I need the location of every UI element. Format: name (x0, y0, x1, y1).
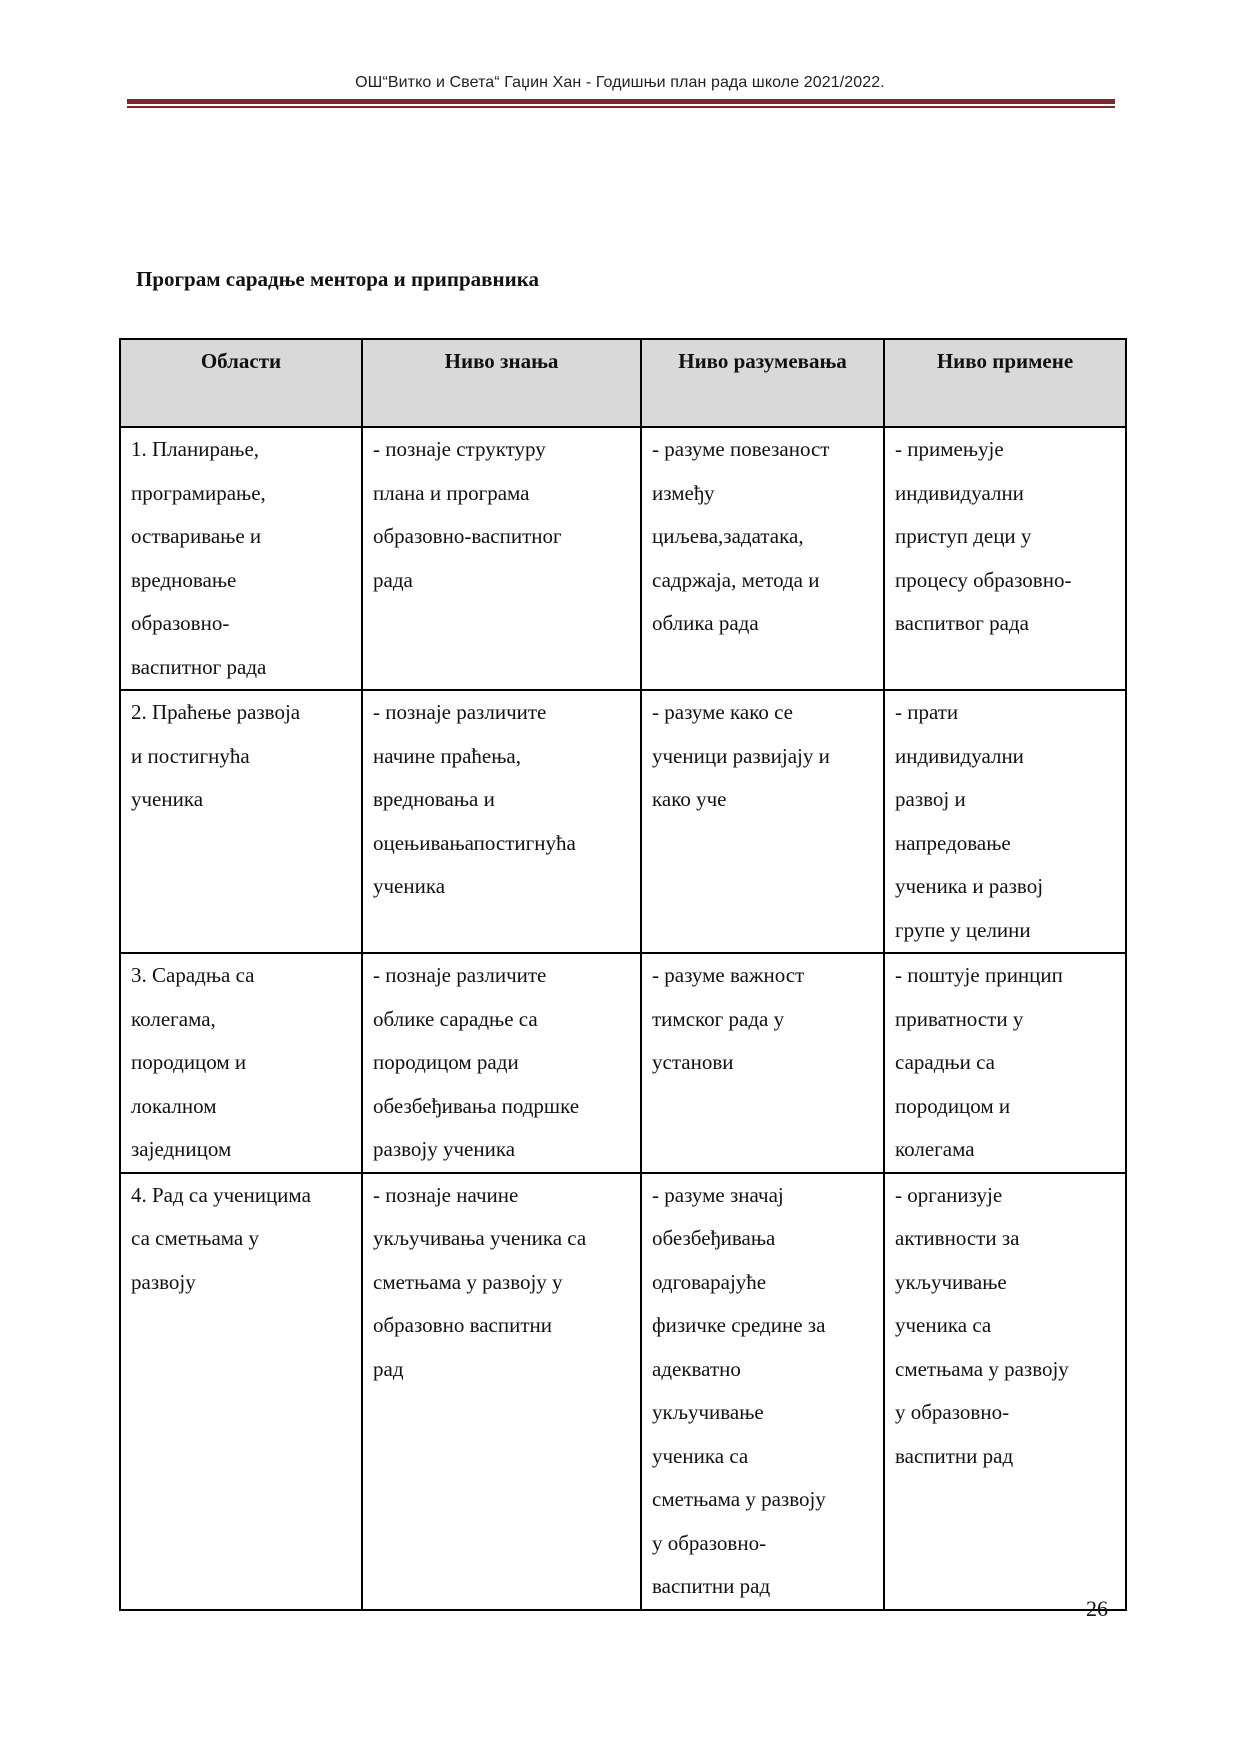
cell-line: образовно васпитни (373, 1313, 552, 1337)
cell-line: васпитног рада (131, 654, 267, 679)
table-row (120, 690, 1126, 953)
cell-line: - разуме важност (652, 963, 805, 987)
cell-knowledge (362, 427, 641, 690)
cell-line: 3. Сарадња са (131, 963, 255, 987)
cell-line: - познаје различите (373, 700, 547, 724)
cell-line: ученика и развој (895, 874, 1044, 898)
cell-line: групе у целини (895, 917, 1031, 942)
cell-line: облика рада (652, 611, 759, 635)
table-row (120, 427, 1126, 690)
cell-line: садржаја, метода и (652, 567, 820, 592)
cell-line: ученика (373, 874, 446, 898)
cell-line: процесу образовно- (895, 567, 1072, 592)
cell-line: укључивање (652, 1400, 764, 1424)
cell-area (120, 953, 362, 1173)
cell-line: плана и програма (373, 480, 530, 505)
cell-line: развој и (895, 787, 966, 811)
cell-line: ученици развијају и (652, 743, 830, 768)
cell-line: 2. Праћење развоја (131, 700, 301, 724)
page-number: 26 (1086, 1596, 1108, 1621)
cell-line: обезбеђивања подршке (373, 1093, 580, 1118)
cell-line: рад (373, 1356, 404, 1381)
column-header-areas: Области (120, 339, 362, 427)
cell-line: васпитвог рада (895, 611, 1029, 635)
cell-understanding (641, 953, 884, 1173)
cell-line: - познаје различите (373, 963, 547, 987)
cell-line: рада (373, 567, 413, 592)
cell-line: укључивања ученика са (373, 1226, 587, 1250)
cell-line: породицом и (131, 1050, 247, 1074)
cell-line: ученика (131, 787, 204, 811)
cell-line: - организује (895, 1182, 1003, 1207)
cell-line: у образовно- (652, 1530, 767, 1555)
cell-line: колегама (895, 1137, 975, 1161)
cell-line: породицом и (895, 1093, 1011, 1118)
cell-line: - разуме значај (652, 1182, 784, 1207)
cell-line: вредновање (131, 567, 237, 592)
column-header-understanding: Ниво разумевања (641, 339, 884, 427)
table-row (120, 953, 1126, 1173)
cell-line: образовно- (131, 611, 230, 635)
cell-line: укључивање (895, 1269, 1007, 1294)
cell-line: адекватно (652, 1356, 741, 1381)
cell-line: заједницом (131, 1137, 232, 1161)
cell-line: васпитни рад (652, 1574, 771, 1598)
cell-line: ученика са (895, 1313, 992, 1337)
cell-line: 1. Планирање, (131, 437, 260, 461)
cell-application (884, 953, 1126, 1173)
cell-line: - познаје начине (373, 1182, 519, 1207)
cell-line: циљева,задатака, (652, 524, 804, 548)
cell-line: одговарајуће (652, 1269, 767, 1294)
cell-line: и постигнућа (131, 743, 250, 768)
table-header-row (120, 339, 1126, 427)
cell-line: у образовно- (895, 1400, 1010, 1424)
cell-line: програмирање, (131, 480, 266, 505)
cell-line: активности за (895, 1226, 1020, 1250)
cell-line: приступ деци у (895, 524, 1032, 548)
cell-line: сметњама у развоју (652, 1487, 826, 1511)
mentor-program-table (119, 338, 1127, 1611)
cell-line: остваривање и (131, 524, 262, 548)
cell-line: установи (652, 1050, 734, 1074)
cell-line: вредновања и (373, 787, 495, 811)
cell-line: напредовање (895, 830, 1011, 855)
cell-line: - прати (895, 700, 959, 724)
cell-line: облике сарадње са (373, 1006, 538, 1031)
cell-line: ученика са (652, 1443, 749, 1468)
cell-line: начине праћења, (373, 743, 521, 768)
cell-line: индивидуални (895, 743, 1024, 768)
cell-line: - разуме како се (652, 700, 793, 724)
cell-line: сарадњи са (895, 1050, 995, 1074)
cell-line: оцењивањапостигнућа (373, 830, 576, 855)
cell-line: развоју ученика (373, 1137, 516, 1161)
cell-line: сметњама у развоју у (373, 1269, 563, 1294)
cell-line: између (652, 480, 715, 505)
cell-line: индивидуални (895, 480, 1024, 505)
cell-application (884, 1173, 1126, 1610)
cell-line: колегама, (131, 1006, 216, 1031)
cell-line: сметњама у развоју (895, 1356, 1069, 1381)
cell-line: - разуме повезаност (652, 437, 830, 461)
cell-line: - примењује (895, 437, 1004, 461)
table-row (120, 1173, 1126, 1610)
cell-line: - поштује принцип (895, 963, 1063, 987)
section-title: Програм сарадње ментора и приправника (136, 267, 539, 291)
cell-knowledge (362, 953, 641, 1173)
column-header-knowledge: Ниво знања (362, 339, 641, 427)
cell-knowledge (362, 1173, 641, 1610)
cell-area (120, 1173, 362, 1610)
cell-line: породицом ради (373, 1050, 519, 1074)
cell-line: физичке средине за (652, 1313, 826, 1337)
cell-line: 4. Рад са ученицима (131, 1182, 311, 1207)
cell-area (120, 427, 362, 690)
cell-line: са сметњама у (131, 1226, 259, 1250)
cell-line: - познаје структуру (373, 437, 546, 461)
cell-understanding (641, 690, 884, 953)
cell-line: васпитни рад (895, 1443, 1014, 1468)
cell-line: обезбеђивања (652, 1226, 776, 1250)
running-header: ОШ“Витко и Света“ Гаџин Хан - Годишњи план рада школе 2021/2022. (355, 74, 885, 91)
cell-understanding (641, 427, 884, 690)
cell-line: приватности у (895, 1006, 1024, 1031)
cell-line: како уче (652, 787, 727, 811)
cell-application (884, 690, 1126, 953)
header-rule-thin (127, 106, 1115, 108)
column-header-application: Ниво примене (884, 339, 1126, 427)
cell-line: образовно-васпитног (373, 524, 562, 548)
cell-knowledge (362, 690, 641, 953)
header-rule (127, 99, 1115, 104)
cell-line: тимског рада у (652, 1006, 785, 1031)
cell-area (120, 690, 362, 953)
cell-understanding (641, 1173, 884, 1610)
cell-application (884, 427, 1126, 690)
cell-line: развоју (131, 1269, 196, 1294)
cell-line: локалном (131, 1093, 217, 1118)
